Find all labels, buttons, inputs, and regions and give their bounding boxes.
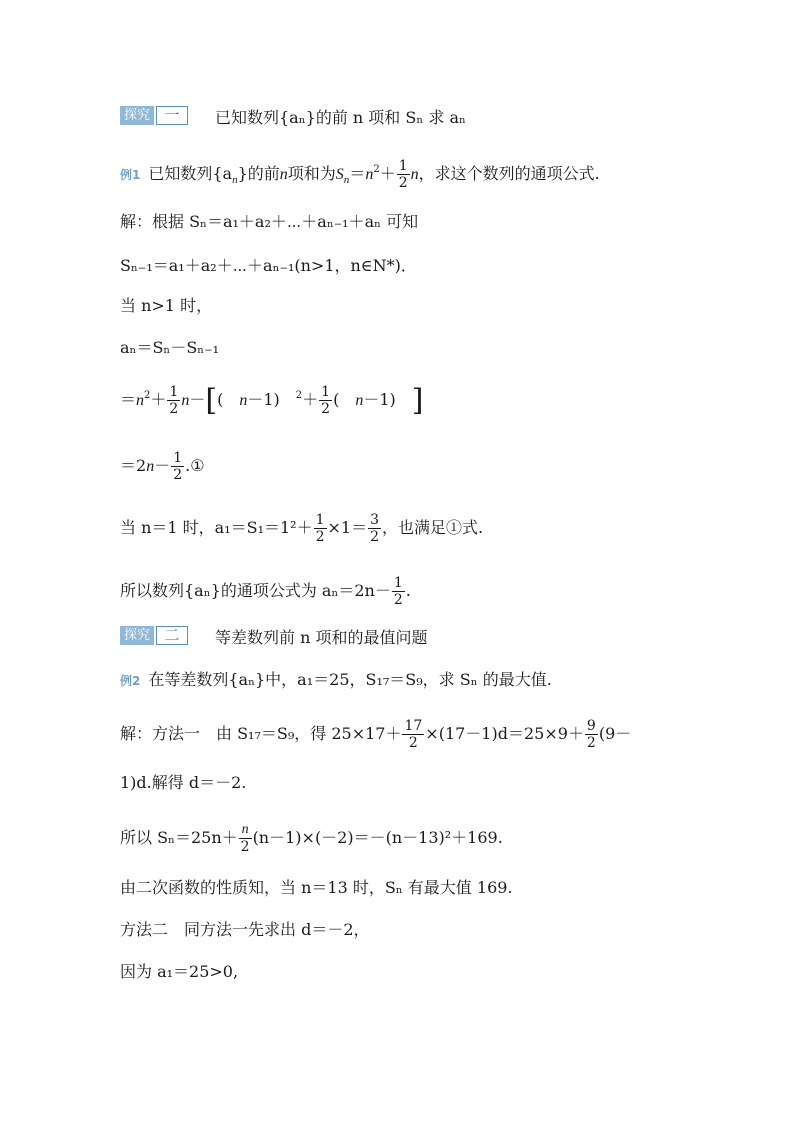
fraction: $\frac{1}{2}$ xyxy=(398,158,408,191)
section-badge-1 xyxy=(120,105,188,125)
solution-2-line-4: 由二次函数的性质知，当 n＝13 时，Sₙ 有最大值 169. xyxy=(120,878,513,897)
section-number: 一 xyxy=(156,106,188,125)
example-1-problem: 例1 已知数列$\{a_n\}$的前n项和为$S_n=n^2+$ $\frac{1}{2}$ n，求这个数列的通项公式. xyxy=(120,158,600,191)
solution-2-line-2: 1)d.解得 d＝－2. xyxy=(120,773,247,792)
solution-1-line-3: 当 n>1 时， xyxy=(120,296,213,315)
section-title-1: 已知数列{aₙ}的前 n 项和 Sₙ 求 aₙ xyxy=(215,108,466,127)
solution-1-line-1: 解：根据 Sₙ＝a₁＋a₂＋⋯＋aₙ₋₁＋aₙ 可知 xyxy=(120,212,419,231)
section-number: 二 xyxy=(156,626,188,645)
solution-2-line-1: 解：方法一 由 S₁₇＝S₉，得 25×17＋ $\frac{17}{2}$ ×(17－1)d＝25×9＋ $\frac{9}{2}$ (9－ xyxy=(120,718,632,751)
section-tag: 探究 xyxy=(120,626,154,645)
solution-2-line-6: 因为 a₁＝25>0, xyxy=(120,962,239,981)
example-2-problem: 例2 在等差数列{aₙ}中，a₁＝25，S₁₇＝S₉，求 Sₙ 的最大值. xyxy=(120,670,552,689)
solution-1-line-2: Sₙ₋₁＝a₁＋a₂＋⋯＋aₙ₋₁(n>1，n∈N*)． xyxy=(120,256,417,275)
section-badge-2 xyxy=(120,625,188,645)
example-tag: 例1 xyxy=(120,168,141,182)
solution-1-line-7: 当 n＝1 时，a₁＝S₁＝1²＋ $\frac{1}{2}$ ×1＝ $\frac{3}{2}$ ，也满足①式. xyxy=(120,512,484,545)
solution-1-line-4: aₙ＝Sₙ－Sₙ₋₁ xyxy=(120,338,220,357)
solution-1-line-6: ＝2n－ $\frac{1}{2}$ .① xyxy=(120,450,205,483)
section-tag: 探究 xyxy=(120,106,154,125)
solution-2-line-3: 所以 Sₙ＝25n＋ $\frac{n}{2}$ (n－1)×(－2)＝－(n－13)²＋169. xyxy=(120,822,503,855)
example-tag: 例2 xyxy=(120,674,141,688)
solution-2-line-5: 方法二 同方法一先求出 d＝－2， xyxy=(120,920,370,939)
solution-1-line-8: 所以数列{aₙ}的通项公式为 aₙ＝2n－ $\frac{1}{2}$ . xyxy=(120,575,411,608)
section-title-2: 等差数列前 n 项和的最值问题 xyxy=(215,628,428,647)
solution-1-line-5: $=n^2+$ $\frac{1}{2}$ n－[( n－1) $^2$＋ $\frac{1}{2}$ ( n－1) ] xyxy=(120,382,424,418)
